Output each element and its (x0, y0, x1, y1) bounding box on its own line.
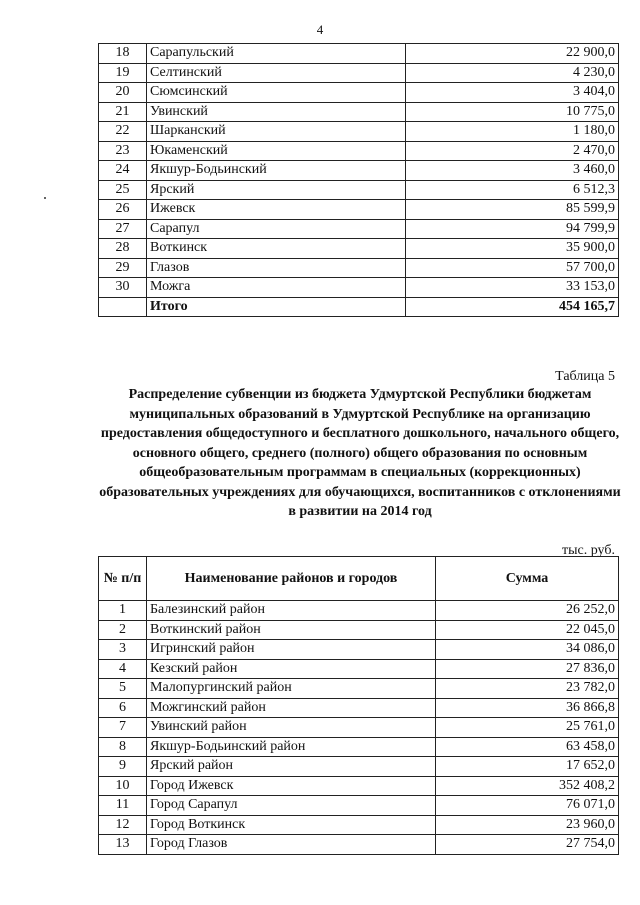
row-value: 23 782,0 (436, 679, 619, 699)
row-name: Город Воткинск (147, 815, 436, 835)
row-value: 33 153,0 (406, 278, 619, 298)
row-number: 22 (99, 122, 147, 142)
header-name: Наименование районов и городов (147, 557, 436, 601)
table-row (99, 141, 619, 161)
row-name: Сюмсинский (147, 83, 406, 103)
table-row (99, 698, 619, 718)
unit-label: тыс. руб. (562, 543, 615, 558)
row-number: 28 (99, 239, 147, 259)
row-number: 24 (99, 161, 147, 181)
row-value: 3 404,0 (406, 83, 619, 103)
row-value: 34 086,0 (436, 640, 619, 660)
table-row (99, 659, 619, 679)
row-name: Ижевск (147, 200, 406, 220)
table-row (99, 679, 619, 699)
row-number: 10 (99, 776, 147, 796)
row-value: 1 180,0 (406, 122, 619, 142)
table-row (99, 258, 619, 278)
row-number: 18 (99, 44, 147, 64)
row-value: 36 866,8 (436, 698, 619, 718)
row-number: 12 (99, 815, 147, 835)
table-row (99, 815, 619, 835)
row-name: Воткинск (147, 239, 406, 259)
row-number: 27 (99, 219, 147, 239)
table-row (99, 200, 619, 220)
row-number: 3 (99, 640, 147, 660)
row-name: Шарканский (147, 122, 406, 142)
row-name: Город Сарапул (147, 796, 436, 816)
row-value: 26 252,0 (436, 601, 619, 621)
row-value: 25 761,0 (436, 718, 619, 738)
table-row (99, 620, 619, 640)
row-number: 13 (99, 835, 147, 855)
table-row (99, 161, 619, 181)
row-number: 5 (99, 679, 147, 699)
row-number: 19 (99, 63, 147, 83)
table-row (99, 796, 619, 816)
row-value: 22 900,0 (406, 44, 619, 64)
table-row (99, 219, 619, 239)
row-name: Можгинский район (147, 698, 436, 718)
row-value: 63 458,0 (436, 737, 619, 757)
row-value: 94 799,9 (406, 219, 619, 239)
row-value: 23 960,0 (436, 815, 619, 835)
row-number: 7 (99, 718, 147, 738)
row-value: 3 460,0 (406, 161, 619, 181)
table-row (99, 83, 619, 103)
table-row (99, 122, 619, 142)
row-number: 9 (99, 757, 147, 777)
header-num: № п/п (99, 557, 147, 601)
table-row (99, 239, 619, 259)
row-name: Город Ижевск (147, 776, 436, 796)
row-name: Можга (147, 278, 406, 298)
row-name: Кезский район (147, 659, 436, 679)
margin-dot (44, 197, 46, 199)
row-name: Селтинский (147, 63, 406, 83)
row-name: Якшур-Бодьинский (147, 161, 406, 181)
table-row (99, 718, 619, 738)
page-number: 4 (316, 22, 324, 37)
row-value: 10 775,0 (406, 102, 619, 122)
row-name: Глазов (147, 258, 406, 278)
row-value: 4 230,0 (406, 63, 619, 83)
table-row (99, 640, 619, 660)
table-5-label: Таблица 5 (555, 369, 615, 384)
total-value: 454 165,7 (406, 297, 619, 317)
row-number: 21 (99, 102, 147, 122)
total-empty-cell (99, 297, 147, 317)
table-row (99, 63, 619, 83)
row-name: Сарапул (147, 219, 406, 239)
row-number: 11 (99, 796, 147, 816)
row-name: Малопургинский район (147, 679, 436, 699)
row-name: Увинский район (147, 718, 436, 738)
table-header-row (99, 557, 619, 601)
table-row (99, 835, 619, 855)
table-5-title: Распределение субвенции из бюджета Удмуртской Республики бюджетам муниципальных образований в Удмуртской Республике на организацию предоставления общедоступного и бесплатного дошкольного, начального общего, основного общего, среднего (полного) общего образования по основным общеобразовательным программам в специальных (коррекционных) образовательных учреждениях для обучающихся, воспитанников с отклонениями в развитии на 2014 год (99, 387, 621, 519)
row-value: 22 045,0 (436, 620, 619, 640)
row-number: 8 (99, 737, 147, 757)
table-row (99, 757, 619, 777)
row-name: Игринский район (147, 640, 436, 660)
row-name: Балезинский район (147, 601, 436, 621)
row-value: 27 836,0 (436, 659, 619, 679)
row-number: 6 (99, 698, 147, 718)
row-name: Юкаменский (147, 141, 406, 161)
row-value: 57 700,0 (406, 258, 619, 278)
row-value: 6 512,3 (406, 180, 619, 200)
table-row (99, 601, 619, 621)
table-row (99, 180, 619, 200)
table-row (99, 44, 619, 64)
table-row (99, 776, 619, 796)
row-number: 20 (99, 83, 147, 103)
table-5 (98, 556, 619, 855)
table-4-continuation (98, 43, 619, 317)
row-number: 4 (99, 659, 147, 679)
row-value: 35 900,0 (406, 239, 619, 259)
row-value: 85 599,9 (406, 200, 619, 220)
row-name: Город Глазов (147, 835, 436, 855)
row-value: 27 754,0 (436, 835, 619, 855)
row-name: Воткинский район (147, 620, 436, 640)
total-label: Итого (147, 297, 406, 317)
table-row (99, 737, 619, 757)
row-name: Ярский район (147, 757, 436, 777)
row-name: Увинский (147, 102, 406, 122)
row-number: 1 (99, 601, 147, 621)
row-number: 2 (99, 620, 147, 640)
row-number: 23 (99, 141, 147, 161)
row-name: Сарапульский (147, 44, 406, 64)
table-row (99, 102, 619, 122)
row-value: 352 408,2 (436, 776, 619, 796)
header-sum: Сумма (436, 557, 619, 601)
row-value: 76 071,0 (436, 796, 619, 816)
row-name: Якшур-Бодьинский район (147, 737, 436, 757)
row-name: Ярский (147, 180, 406, 200)
table-row (99, 278, 619, 298)
row-number: 26 (99, 200, 147, 220)
row-value: 2 470,0 (406, 141, 619, 161)
row-number: 29 (99, 258, 147, 278)
row-number: 30 (99, 278, 147, 298)
row-number: 25 (99, 180, 147, 200)
row-value: 17 652,0 (436, 757, 619, 777)
total-row (99, 297, 619, 317)
